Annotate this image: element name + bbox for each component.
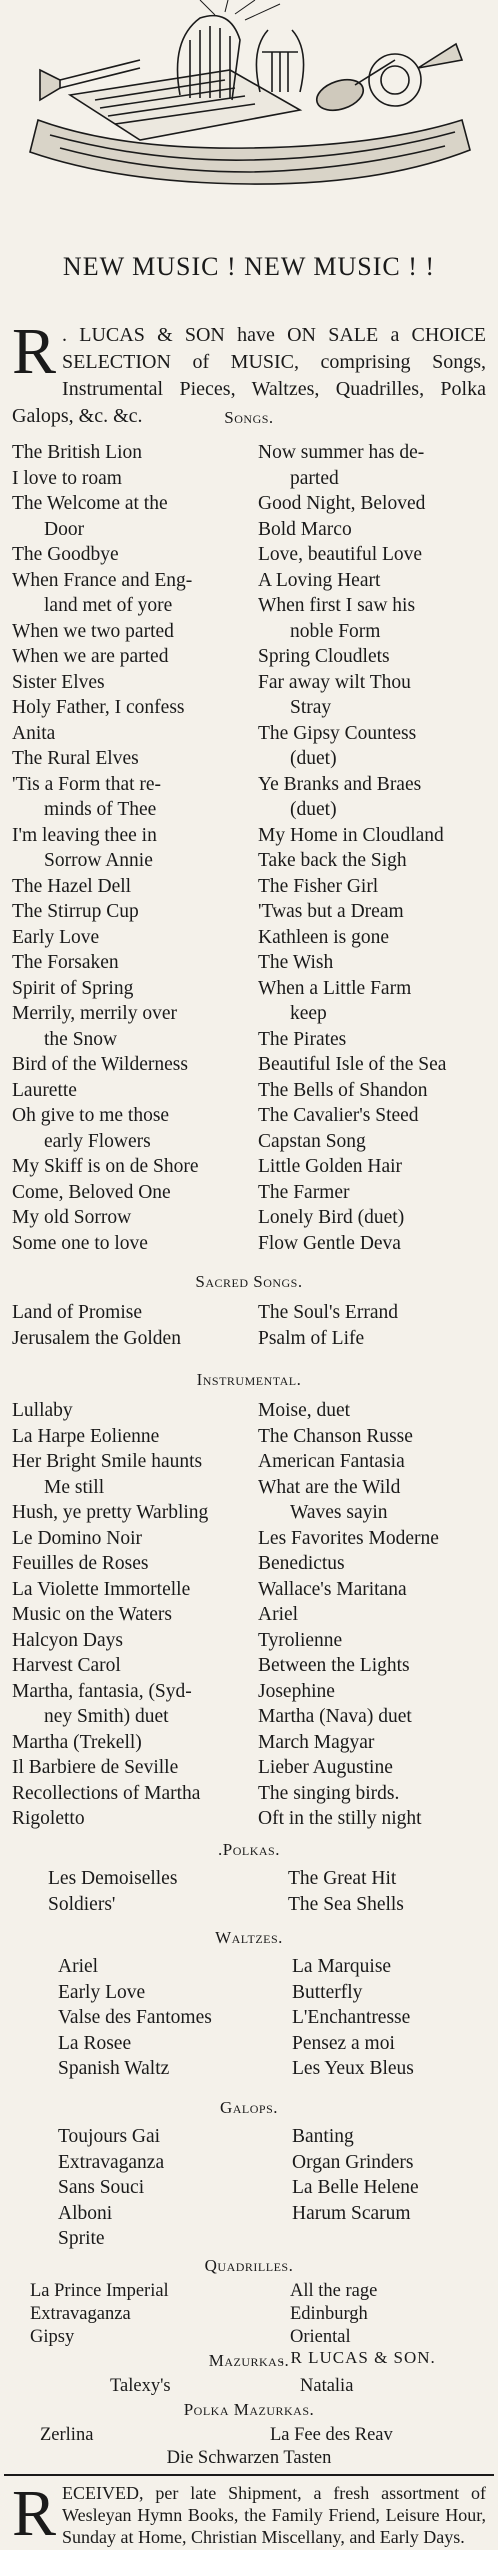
list-item: Merrily, merrily over — [12, 1003, 177, 1024]
list-item: The Pirates — [258, 1028, 347, 1050]
list-item: La Prince Imperial — [30, 2280, 169, 2301]
list-item: keep — [290, 1003, 327, 1024]
list-item: Far away wilt Thou — [258, 671, 411, 693]
list-item: Alboni — [58, 2202, 113, 2224]
list-item: The Wish — [258, 952, 334, 973]
list-item: Oh give to me those — [12, 1105, 170, 1126]
list-item: Halcyon Days — [12, 1629, 124, 1651]
list-item: Holy Father, I confess — [12, 697, 185, 718]
list-item: My old Sorrow — [12, 1207, 132, 1228]
list-item: Come, Beloved One — [12, 1181, 171, 1203]
list-item: Waves sayin — [290, 1502, 388, 1523]
list-item: Gipsy — [30, 2326, 75, 2347]
section-mazurkas-title: Mazurkas. — [208, 2350, 290, 2370]
list-item: The Fisher Girl — [258, 875, 379, 897]
list-item: Tyrolienne — [258, 1629, 343, 1651]
list-item: Now summer has de- — [258, 442, 425, 463]
sacred-right-column — [258, 1300, 486, 1351]
list-item: Early Love — [58, 1981, 146, 2003]
list-item: March Magyar — [258, 1731, 375, 1753]
list-item: Martha (Trekell) — [12, 1731, 142, 1753]
list-item: Harum Scarum — [292, 2202, 411, 2224]
list-item: Music on the Waters — [12, 1604, 172, 1625]
list-item: L'Enchantresse — [292, 2007, 411, 2028]
list-item: When first I saw his — [258, 595, 416, 616]
list-item: Land of Promise — [12, 1302, 142, 1323]
section-galops-title: Galops. — [219, 2098, 279, 2117]
list-item: Les Yeux Bleus — [292, 2058, 414, 2079]
list-item: My Skiff is on de Shore — [12, 1156, 199, 1177]
dropcap: R — [12, 315, 57, 388]
list-item: Talexy's — [110, 2375, 171, 2396]
list-item: Extravaganza — [58, 2151, 165, 2173]
list-item: Valse des Fantomes — [58, 2007, 212, 2028]
songs-right-column — [258, 440, 486, 1256]
musical-instruments-engraving — [0, 0, 498, 190]
list-item: Ariel — [58, 1956, 99, 1977]
list-item: (duet) — [290, 748, 337, 769]
list-item: Her Bright Smile haunts — [12, 1451, 203, 1472]
section-polka-mazurkas-title: Polka Mazurkas. — [183, 2399, 315, 2419]
list-item: Stray — [290, 697, 332, 718]
list-item: land met of yore — [44, 595, 173, 616]
list-item: Moise, duet — [258, 1400, 351, 1421]
intro-text: . LUCAS & SON have ON SALE a CHOICE SELECTION of MUSIC, comprising Songs, Instrumental Pieces, Waltzes, Quadrilles, Polka Galops, &c. &c. — [12, 324, 486, 427]
section-songs-title: Songs. — [224, 408, 274, 427]
list-item: The Gipsy Countess — [258, 722, 417, 744]
list-item: All the rage — [290, 2280, 378, 2301]
list-item: Natalia — [300, 2375, 354, 2396]
list-item: I love to roam — [12, 467, 122, 489]
drapery-icon — [30, 120, 470, 184]
received-text: ECEIVED, per late Shipment, a fresh assortment of Wesleyan Hymn Books, the Family Friend, Leisure Hour, Sunday at Home, Christian Miscellany, and Early Days. — [62, 2482, 486, 2547]
waltzes-left-column — [58, 1954, 258, 2082]
list-item: Les Demoiselles — [48, 1868, 178, 1889]
list-item: Lieber Augustine — [258, 1757, 393, 1778]
list-item: Il Barbiere de Seville — [12, 1757, 179, 1778]
list-item: The Stirrup Cup — [12, 901, 139, 922]
list-item: Toujours Gai — [58, 2126, 161, 2147]
list-item: La Violette Immortelle — [12, 1578, 191, 1600]
list-item: Sorrow Annie — [44, 850, 153, 871]
list-item: Beautiful Isle of the Sea — [258, 1054, 447, 1075]
list-item: The Bells of Shandon — [258, 1079, 428, 1101]
list-item: When we two parted — [12, 620, 174, 642]
lyre-icon — [256, 30, 303, 92]
list-item: Bird of the Wilderness — [12, 1054, 188, 1075]
list-item: Oriental — [290, 2326, 351, 2347]
list-item: The Great Hit — [288, 1868, 397, 1889]
instrumental-right-column — [258, 1398, 486, 1832]
list-item: Good Night, Beloved — [258, 493, 426, 514]
list-item: Les Favorites Moderne — [258, 1527, 439, 1549]
headline: NEW MUSIC ! NEW MUSIC ! ! — [62, 252, 436, 281]
section-waltzes-title: Waltzes. — [215, 1928, 283, 1947]
list-item: noble Form — [290, 620, 381, 642]
list-item: La Rosee — [58, 2032, 132, 2054]
sacred-left-column — [12, 1300, 234, 1351]
list-item: Take back the Sigh — [258, 850, 407, 871]
list-item: Lullaby — [12, 1400, 73, 1421]
list-item: (duet) — [290, 799, 337, 820]
list-item: Ariel — [258, 1604, 299, 1625]
list-item: The singing birds. — [258, 1782, 400, 1804]
list-item: Early Love — [12, 926, 100, 948]
list-item: A Loving Heart — [258, 569, 381, 591]
list-item: Recollections of Martha — [12, 1782, 201, 1804]
list-item: Soldiers' — [48, 1893, 116, 1915]
list-item: Between the Lights — [258, 1655, 410, 1676]
list-item: Benedictus — [258, 1553, 345, 1574]
list-item: Zerlina — [40, 2424, 94, 2445]
list-item: Love, beautiful Love — [258, 544, 423, 565]
section-polkas-title: .Polkas. — [218, 1840, 280, 1859]
list-item: La Fee des Reav — [270, 2424, 393, 2445]
bottom-rule — [4, 2474, 494, 2476]
list-item: the Snow — [44, 1028, 118, 1050]
list-item: When a Little Farm — [258, 977, 412, 999]
list-item: The Soul's Errand — [258, 1302, 398, 1323]
list-item: Sprite — [58, 2228, 105, 2249]
list-item-centered: Die Schwarzen Tasten — [166, 2447, 332, 2468]
list-item: Oft in the stilly night — [258, 1808, 422, 1829]
list-item: La Belle Helene — [292, 2177, 419, 2198]
list-item: The Hazel Dell — [12, 875, 132, 897]
list-item: The Forsaken — [12, 952, 119, 973]
list-item: I'm leaving thee in — [12, 824, 157, 846]
galops-left-column — [58, 2124, 258, 2252]
section-quadrilles-title: Quadrilles. — [204, 2255, 294, 2275]
list-item: When France and Eng- — [12, 569, 193, 591]
section-instrumental-title: Instrumental. — [196, 1370, 302, 1389]
list-item: Sans Souci — [58, 2177, 145, 2198]
list-item: 'Twas but a Dream — [258, 901, 404, 922]
list-item: Psalm of Life — [258, 1327, 365, 1349]
list-item: Little Golden Hair — [258, 1156, 403, 1177]
sheet-music-icon — [70, 70, 300, 140]
list-item: My Home in Cloudland — [258, 824, 444, 846]
list-item: When we are parted — [12, 646, 169, 667]
instrumental-left-column — [12, 1398, 234, 1832]
list-item: La Harpe Eolienne — [12, 1425, 160, 1447]
list-item: Wallace's Maritana — [258, 1578, 407, 1600]
list-item: Ye Branks and Braes — [258, 773, 422, 795]
list-item: Door — [44, 518, 85, 540]
list-item: The British Lion — [12, 442, 142, 463]
list-item: Spring Cloudlets — [258, 646, 390, 667]
list-item: Edinburgh — [290, 2303, 368, 2324]
received-dropcap: R — [12, 2476, 57, 2550]
list-item: ney Smith) duet — [44, 1706, 169, 1727]
list-item: Flow Gentle Deva — [258, 1232, 401, 1254]
list-item: Laurette — [12, 1079, 77, 1101]
list-item: Sister Elves — [12, 671, 105, 693]
list-item: The Sea Shells — [288, 1893, 404, 1915]
list-item: The Rural Elves — [12, 748, 139, 769]
list-item: Banting — [292, 2126, 354, 2147]
list-item: Martha (Nava) duet — [258, 1706, 412, 1727]
list-item: American Fantasia — [258, 1451, 405, 1472]
list-item: Capstan Song — [258, 1130, 366, 1152]
list-item: Josephine — [258, 1680, 335, 1702]
list-item: The Chanson Russe — [258, 1425, 413, 1447]
polkas-right-column — [288, 1866, 488, 1917]
list-item: early Flowers — [44, 1130, 151, 1152]
list-item: Butterfly — [292, 1981, 363, 2003]
list-item: The Farmer — [258, 1181, 350, 1203]
list-item: Kathleen is gone — [258, 926, 390, 948]
list-item: La Marquise — [292, 1956, 392, 1977]
list-item: Some one to love — [12, 1232, 148, 1254]
list-item: The Cavalier's Steed — [258, 1105, 419, 1126]
waltzes-right-column — [292, 1954, 492, 2082]
signature: . R LUCAS & SON. — [280, 2348, 436, 2367]
list-item: Harvest Carol — [12, 1655, 121, 1676]
galops-right-column — [292, 2124, 492, 2226]
list-item: Le Domino Noir — [12, 1527, 142, 1549]
list-item: Hush, ye pretty Warbling — [12, 1502, 209, 1523]
list-item: Extravaganza — [30, 2303, 131, 2324]
list-item: Me still — [44, 1476, 105, 1498]
list-item: Spanish Waltz — [58, 2058, 170, 2079]
list-item: Spirit of Spring — [12, 977, 134, 999]
list-item: minds of Thee — [44, 799, 157, 820]
list-item: What are the Wild — [258, 1476, 401, 1498]
list-item: Organ Grinders — [292, 2151, 414, 2173]
list-item: Pensez a moi — [292, 2032, 395, 2054]
list-item: Rigoletto — [12, 1808, 85, 1829]
list-item: Bold Marco — [258, 518, 352, 540]
list-item: Feuilles de Roses — [12, 1553, 149, 1574]
horn-icon — [369, 44, 462, 106]
songs-left-column — [12, 440, 234, 1256]
list-item: Lonely Bird (duet) — [258, 1207, 405, 1228]
list-item: The Welcome at the — [12, 493, 168, 514]
list-item: Jerusalem the Golden — [12, 1327, 181, 1349]
list-item: Anita — [12, 722, 56, 744]
list-item: parted — [290, 467, 339, 489]
section-sacred-title: Sacred Songs. — [195, 1272, 303, 1291]
polkas-left-column — [48, 1866, 248, 1917]
received-paragraph — [12, 2476, 486, 2550]
list-item: Martha, fantasia, (Syd- — [12, 1680, 192, 1702]
list-item: The Goodbye — [12, 544, 119, 565]
list-item: 'Tis a Form that re- — [12, 773, 162, 795]
